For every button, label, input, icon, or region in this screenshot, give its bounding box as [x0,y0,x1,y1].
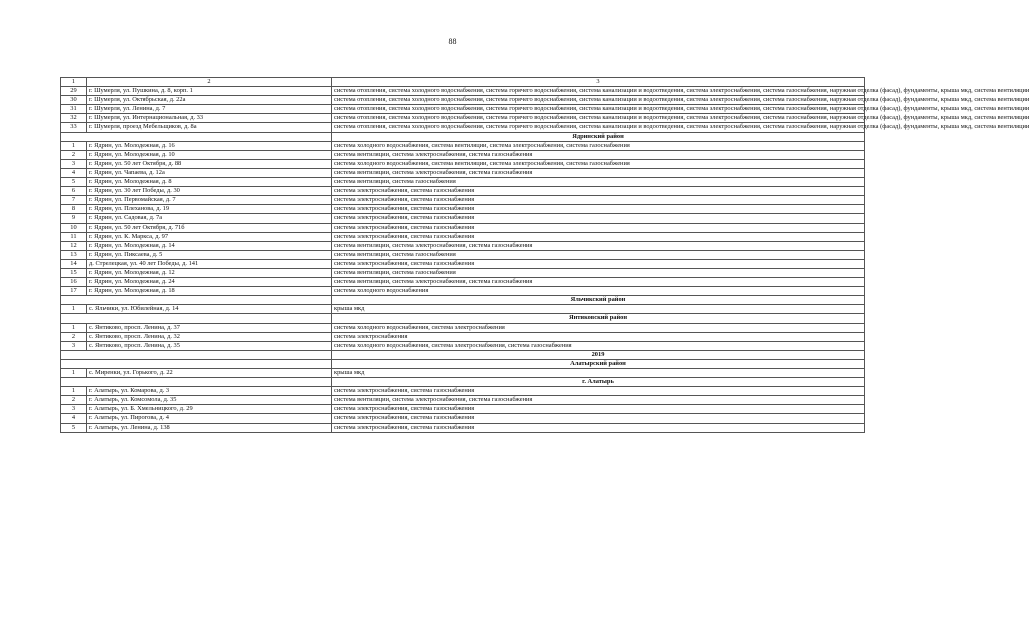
table-row [61,278,865,287]
works-table-body [61,78,1029,433]
section-row [61,350,865,359]
row-number: 5 [61,178,87,187]
row-number: 1 [61,323,87,332]
table-row [61,287,865,296]
section-row [61,314,865,323]
section-spacer [61,314,332,323]
row-works: система вентиляции, система электроснабжения, система газоснабжения [332,168,865,177]
row-address: г. Ядрин, ул. Чапаева, д. 12а [87,168,332,177]
row-address: г. Ядрин, ул. Молодежная, д. 10 [87,150,332,159]
row-number: 16 [61,278,87,287]
section-title: Ядринский район [332,132,865,141]
row-number: 13 [61,250,87,259]
row-number: 9 [61,214,87,223]
row-number: 3 [61,341,87,350]
row-number: 2 [61,332,87,341]
table-row [61,405,865,414]
section-row [61,378,865,387]
row-address: г. Ядрин, ул. К. Маркса, д. 97 [87,232,332,241]
table-header-row [61,78,865,87]
section-spacer [61,132,332,141]
table-row [61,187,865,196]
row-address: с. Янтиково, просп. Ленина, д. 35 [87,341,332,350]
works-table [60,77,1029,433]
row-works: система холодного водоснабжения, система вентиляции, система электроснабжения, система газоснабжения [332,141,865,150]
row-address: г. Шумерля, ул. Октябрьская, д. 22а [87,96,332,105]
row-number: 12 [61,241,87,250]
row-number: 29 [61,87,87,96]
row-number: 33 [61,123,87,132]
row-works: система отопления, система холодного водоснабжения, система горячего водоснабжения, система канализации и водоотведения, система электроснабжения, система газоснабжения, наружная отделка (фасад), фундаменты, крыша мкд, система вентиляции [332,123,865,132]
header-col-works: 3 [332,78,865,87]
row-number: 17 [61,287,87,296]
row-number: 14 [61,259,87,268]
row-number: 3 [61,405,87,414]
table-row [61,105,865,114]
row-address: г. Шумерля, проезд Мебельщиков, д. 8а [87,123,332,132]
row-number: 30 [61,96,87,105]
row-address: г. Ядрин, ул. Садовая, д. 7а [87,214,332,223]
row-number: 1 [61,305,87,314]
table-row [61,241,865,250]
table-row [61,168,865,177]
row-works: система отопления, система холодного водоснабжения, система горячего водоснабжения, система канализации и водоотведения, система электроснабжения, система газоснабжения, наружная отделка (фасад), фундаменты, крыша мкд, система вентиляции [332,96,865,105]
table-row [61,114,865,123]
table-row [61,96,865,105]
table-row [61,123,865,132]
table-row [61,205,865,214]
section-spacer [61,359,332,368]
row-works: система отопления, система холодного водоснабжения, система горячего водоснабжения, система канализации и водоотведения, система электроснабжения, система газоснабжения, наружная отделка (фасад), фундаменты, крыша мкд, система вентиляции [332,114,865,123]
table-row [61,150,865,159]
row-works: система холодного водоснабжения, система электроснабжения [332,323,865,332]
table-row [61,223,865,232]
row-address: г. Ядрин, ул. Молодежная, д. 18 [87,287,332,296]
table-row [61,87,865,96]
row-address: с. Миренки, ул. Горького, д. 22 [87,369,332,378]
row-address: г. Ядрин, ул. 50 лет Октября, д. 88 [87,159,332,168]
row-works: система электроснабжения, система газоснабжения [332,423,865,432]
row-address: г. Ядрин, ул. Пиксаева, д. 5 [87,250,332,259]
row-works: система электроснабжения, система газоснабжения [332,405,865,414]
row-address: г. Шумерля, ул. Пушкина, д. 8, корп. 1 [87,87,332,96]
row-works: система холодного водоснабжения, система электроснабжения, система газоснабжения [332,341,865,350]
row-number: 6 [61,187,87,196]
row-address: г. Ядрин, ул. Молодежная, д. 8 [87,178,332,187]
table-row [61,232,865,241]
row-address: г. Шумерля, ул. Ленина, д. 7 [87,105,332,114]
row-address: г. Ядрин, ул. Молодежная, д. 14 [87,241,332,250]
row-address: г. Ядрин, ул. Молодежная, д. 12 [87,268,332,277]
table-row [61,332,865,341]
table-row [61,414,865,423]
row-works: крыша мкд [332,305,865,314]
row-works: система вентиляции, система электроснабжения, система газоснабжения [332,278,865,287]
section-title: Янтиковский район [332,314,865,323]
row-number: 32 [61,114,87,123]
row-works: система электроснабжения, система газоснабжения [332,205,865,214]
row-number: 31 [61,105,87,114]
row-address: г. Алатырь, ул. Комарова, д. 3 [87,387,332,396]
section-spacer [61,378,332,387]
row-number: 10 [61,223,87,232]
row-address: г. Алатырь, ул. Ленина, д. 138 [87,423,332,432]
row-number: 1 [61,369,87,378]
row-address: г. Ядрин, ул. 50 лет Октября, д. 71б [87,223,332,232]
row-number: 3 [61,159,87,168]
row-works: система электроснабжения, система газоснабжения [332,187,865,196]
row-works: система вентиляции, система электроснабжения, система газоснабжения [332,241,865,250]
row-number: 11 [61,232,87,241]
section-row [61,296,865,305]
row-works: система холодного водоснабжения [332,287,865,296]
row-works: система электроснабжения, система газоснабжения [332,414,865,423]
section-spacer [61,296,332,305]
table-row [61,214,865,223]
table-row [61,305,865,314]
row-works: система вентиляции, система газоснабжения [332,268,865,277]
page-number: 88 [448,37,457,46]
row-address: г. Шумерля, ул. Интернациональная, д. 33 [87,114,332,123]
row-address: г. Ядрин, ул. Молодежная, д. 16 [87,141,332,150]
row-works: система холодного водоснабжения, система вентиляции, система электроснабжения, система газоснабжения [332,159,865,168]
table-row [61,250,865,259]
row-works: система отопления, система холодного водоснабжения, система горячего водоснабжения, система канализации и водоотведения, система электроснабжения, система газоснабжения, наружная отделка (фасад), фундаменты, крыша мкд, система вентиляции [332,105,865,114]
row-address: г. Ядрин, ул. Первомайская, д. 7 [87,196,332,205]
header-col-address: 2 [87,78,332,87]
table-row [61,369,865,378]
row-address: с. Янтиково, просп. Ленина, д. 37 [87,323,332,332]
section-title: 2019 [332,350,865,359]
row-works: система вентиляции, система газоснабжения [332,250,865,259]
row-works: система электроснабжения, система газоснабжения [332,259,865,268]
row-number: 7 [61,196,87,205]
row-number: 2 [61,396,87,405]
row-works: система электроснабжения, система газоснабжения [332,196,865,205]
row-number: 1 [61,141,87,150]
section-title: Яльчикский район [332,296,865,305]
section-title: г. Алатырь [332,378,865,387]
row-works: система вентиляции, система электроснабжения, система газоснабжения [332,396,865,405]
row-works: система электроснабжения [332,332,865,341]
table-row [61,423,865,432]
row-address: с. Янтиково, просп. Ленина, д. 32 [87,332,332,341]
section-row [61,132,865,141]
table-row [61,178,865,187]
header-col-number: 1 [61,78,87,87]
row-works: система вентиляции, система электроснабжения, система газоснабжения [332,150,865,159]
table-row [61,323,865,332]
row-address: г. Ядрин, ул. 30 лет Победы, д. 30 [87,187,332,196]
row-number: 2 [61,150,87,159]
table-row [61,387,865,396]
row-works: система электроснабжения, система газоснабжения [332,232,865,241]
table-row [61,259,865,268]
table-row [61,196,865,205]
table-row [61,141,865,150]
table-row [61,396,865,405]
section-spacer [61,350,332,359]
row-number: 8 [61,205,87,214]
table-row [61,341,865,350]
row-works: система электроснабжения, система газоснабжения [332,214,865,223]
row-address: г. Алатырь, ул. Пирогова, д. 4 [87,414,332,423]
row-works: система электроснабжения, система газоснабжения [332,387,865,396]
row-address: с. Яльчики, ул. Юбилейная, д. 14 [87,305,332,314]
table-row [61,268,865,277]
row-number: 5 [61,423,87,432]
table-row [61,159,865,168]
row-works: система электроснабжения, система газоснабжения [332,223,865,232]
row-address: г. Ядрин, ул. Молодежная, д. 24 [87,278,332,287]
row-number: 1 [61,387,87,396]
row-number: 4 [61,168,87,177]
row-address: г. Алатырь, ул. Б. Хмельницкого, д. 29 [87,405,332,414]
row-works: крыша мкд [332,369,865,378]
row-works: система вентиляции, система газоснабжения [332,178,865,187]
section-title: Алатырский район [332,359,865,368]
row-address: г. Ядрин, ул. Плеханова, д. 19 [87,205,332,214]
row-works: система отопления, система холодного водоснабжения, система горячего водоснабжения, система канализации и водоотведения, система электроснабжения, система газоснабжения, наружная отделка (фасад), фундаменты, крыша мкд, система вентиляции [332,87,865,96]
row-address: г. Алатырь, ул. Комсомола, д. 35 [87,396,332,405]
section-row [61,359,865,368]
row-number: 4 [61,414,87,423]
row-address: д. Стрелецкая, ул. 40 лет Победы, д. 141 [87,259,332,268]
row-number: 15 [61,268,87,277]
